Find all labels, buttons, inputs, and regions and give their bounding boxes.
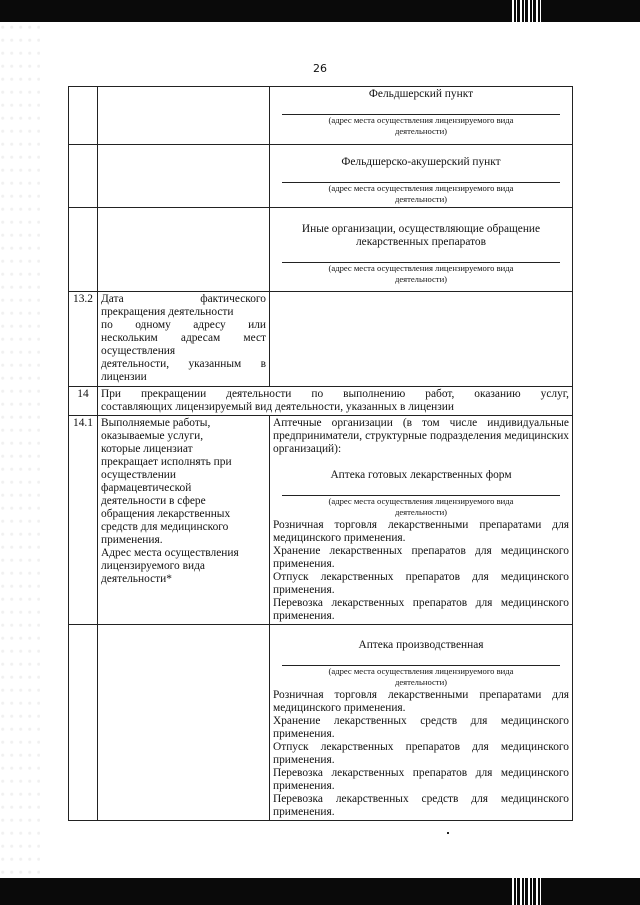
- barcode-top: [512, 0, 542, 22]
- activity-item: Перевозка лекарственных препаратов для медицинского применения.: [273, 767, 569, 792]
- cell-number-empty: [69, 87, 98, 145]
- pharmacy-ready-heading: Аптека готовых лекарственных форм: [330, 469, 512, 481]
- address-caption-line: (адрес места осуществления лицензируемого вида: [328, 115, 514, 125]
- address-caption-line: деятельности): [394, 126, 448, 136]
- cell-pharmacy-ready-forms: [270, 416, 573, 625]
- label-line: оказываемые услуги,: [101, 430, 204, 442]
- section-heading-line: составляющих лицензируемый вид деятельности, указанных в лицензии: [101, 401, 454, 413]
- row-number: 14.1: [69, 416, 98, 625]
- address-caption-line: (адрес места осуществления лицензируемого вида: [328, 666, 514, 676]
- address-caption-line: (адрес места осуществления лицензируемого вида: [328, 263, 514, 273]
- cell-number-empty: [69, 208, 98, 292]
- section-heading-line: При прекращении деятельности по выполнению работ, оказанию услуг,: [101, 388, 569, 400]
- label-line: фармацевтической: [101, 482, 192, 494]
- scan-noise-left: [0, 22, 40, 878]
- label-line: прекращает исполнять при: [101, 456, 232, 468]
- scan-border-bottom: [0, 878, 640, 905]
- activity-item: Перевозка лекарственных средств для медицинского применения.: [273, 793, 569, 818]
- cell-works-services-label: [98, 416, 270, 625]
- license-form-table: [68, 86, 573, 821]
- table-row-pharmacy-production: [69, 625, 573, 821]
- label-line: Дата фактического: [101, 293, 266, 305]
- table-row-14: [69, 387, 573, 416]
- activity-item: Перевозка лекарственных препаратов для медицинского применения.: [273, 597, 569, 622]
- pharmacy-production-heading: Аптека производственная: [358, 639, 484, 651]
- label-line: средств для медицинского: [101, 521, 229, 533]
- address-caption-line: (адрес места осуществления лицензируемого вида: [328, 183, 514, 193]
- address-caption-line: деятельности): [394, 274, 448, 284]
- table-row-14-1: [69, 416, 573, 625]
- feldsher-point-heading: Фельдшерский пункт: [368, 88, 474, 100]
- activity-item: Розничная торговля лекарственными препаратами для медицинского применения.: [273, 519, 569, 544]
- label-line: деятельности в сфере: [101, 495, 206, 507]
- cell-feldsher-obstetric-point: [270, 145, 573, 208]
- cell-label-empty: [98, 145, 270, 208]
- cell-other-orgs: [270, 208, 573, 292]
- activity-item: Хранение лекарственных средств для медицинского применения.: [273, 715, 569, 740]
- table-row-feldsher-obstetric-point: [69, 145, 573, 208]
- label-line: осуществления: [101, 345, 176, 357]
- table-row-other-orgs: [69, 208, 573, 292]
- activity-item: Розничная торговля лекарственными препаратами для медицинского применения.: [273, 689, 569, 714]
- feldsher-obstetric-heading: Фельдшерско-акушерский пункт: [341, 156, 501, 168]
- cell-termination-date-value: [270, 292, 573, 387]
- label-line: Выполняемые работы,: [101, 417, 211, 429]
- cell-label-empty: [98, 87, 270, 145]
- label-line: лицензии: [101, 371, 147, 383]
- barcode-bottom: [512, 878, 542, 905]
- address-caption-line: деятельности): [394, 194, 448, 204]
- label-line: Адрес места осуществления: [101, 547, 239, 559]
- address-caption-line: деятельности): [394, 507, 448, 517]
- activity-item: Хранение лекарственных препаратов для медицинского применения.: [273, 545, 569, 570]
- label-line: которые лицензиат: [101, 443, 193, 455]
- table-row-13-2: [69, 292, 573, 387]
- address-caption: [273, 496, 569, 518]
- label-line: нескольким адресам мест: [101, 332, 266, 344]
- label-line: по одному адресу или: [101, 319, 266, 331]
- cell-label-empty: [98, 625, 270, 821]
- cell-number-empty: [69, 625, 98, 821]
- row-number: 13.2: [69, 292, 98, 387]
- pharmacy-orgs-intro: Аптечные организации (в том числе индивидуальные предприниматели, структурные подразделения медицинских организаций):: [273, 417, 569, 455]
- cell-feldsher-point: [270, 87, 573, 145]
- address-caption: [273, 263, 569, 285]
- label-line: деятельности*: [101, 573, 172, 585]
- cell-number-empty: [69, 145, 98, 208]
- address-caption: [273, 115, 569, 137]
- label-line: лицензируемого вида: [101, 560, 205, 572]
- scan-border-top: [0, 0, 640, 22]
- cell-label-empty: [98, 208, 270, 292]
- cell-termination-date-label: [98, 292, 270, 387]
- cell-section-14-heading: [98, 387, 573, 416]
- address-caption: [273, 666, 569, 688]
- scan-dot: [447, 832, 449, 834]
- other-orgs-heading: Иные организации, осуществляющие обращение лекарственных препаратов: [301, 223, 541, 248]
- address-caption-line: деятельности): [394, 677, 448, 687]
- label-line: деятельности, указанным в: [101, 358, 266, 370]
- page-number: 26: [313, 62, 327, 75]
- label-line: обращения лекарственных: [101, 508, 231, 520]
- label-line: прекращения деятельности: [101, 306, 234, 318]
- label-line: применения.: [101, 534, 163, 546]
- activity-item: Отпуск лекарственных препаратов для медицинского применения.: [273, 741, 569, 766]
- cell-pharmacy-production: [270, 625, 573, 821]
- table-row-feldsher-point: [69, 87, 573, 145]
- address-caption: [273, 183, 569, 205]
- activity-item: Отпуск лекарственных препаратов для медицинского применения.: [273, 571, 569, 596]
- address-caption-line: (адрес места осуществления лицензируемого вида: [328, 496, 514, 506]
- label-line: осуществлении: [101, 469, 176, 481]
- row-number: 14: [69, 387, 98, 416]
